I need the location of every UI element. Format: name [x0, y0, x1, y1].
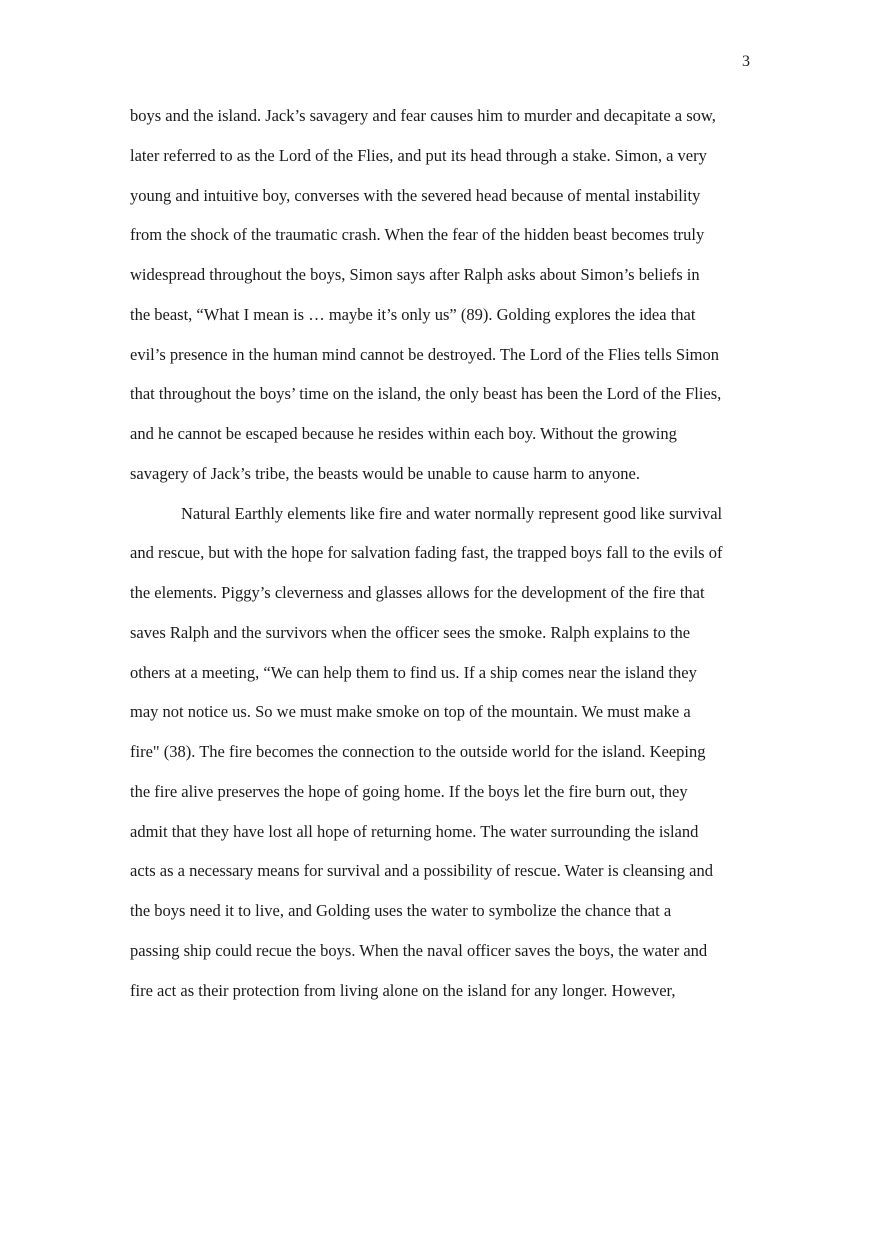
paragraph-2 — [130, 502, 770, 1019]
text-line: may not notice us. So we must make smoke on top of the mountain. We must make a — [130, 702, 691, 722]
text-line: from the shock of the traumatic crash. When the fear of the hidden beast becomes truly — [130, 225, 705, 245]
text-line: others at a meeting, “We can help them to find us. If a ship comes near the island they — [130, 662, 697, 682]
text-line: passing ship could recue the boys. When the naval officer saves the boys, the water and — [130, 940, 708, 960]
page-number: 3 — [742, 53, 750, 70]
text-line: evil’s presence in the human mind cannot be destroyed. The Lord of the Flies tells Simon — [130, 344, 719, 364]
text-line: the beast, “What I mean is … maybe it’s only us” (89). Golding explores the idea that — [130, 304, 696, 324]
text-line: and rescue, but with the hope for salvation fading fast, the trapped boys fall to the evils of — [130, 543, 723, 563]
text-line: saves Ralph and the survivors when the officer sees the smoke. Ralph explains to the — [130, 622, 691, 642]
text-line: widespread throughout the boys, Simon says after Ralph asks about Simon’s beliefs in — [130, 265, 700, 284]
text-line: fire act as their protection from living alone on the island for any longer. However, — [130, 980, 676, 1000]
text-line: the fire alive preserves the hope of going home. If the boys let the fire burn out, they — [130, 781, 688, 801]
text-line: acts as a necessary means for survival and a possibility of rescue. Water is cleansing and — [130, 861, 714, 881]
paragraph-1 — [130, 104, 770, 502]
text-line: the elements. Piggy’s cleverness and glasses allows for the development of the fire that — [130, 583, 705, 602]
text-line: later referred to as the Lord of the Flies, and put its head through a stake. Simon, a very — [130, 145, 707, 165]
text-line: young and intuitive boy, converses with the severed head because of mental instability — [130, 185, 701, 205]
text-line: the boys need it to live, and Golding uses the water to symbolize the chance that a — [130, 901, 672, 920]
text-line: and he cannot be escaped because he resides within each boy. Without the growing — [130, 424, 677, 443]
text-line: savagery of Jack’s tribe, the beasts would be unable to cause harm to anyone. — [130, 463, 640, 483]
text-line: boys and the island. Jack’s savagery and fear causes him to murder and decapitate a sow, — [130, 106, 716, 125]
text-line: fire" (38). The fire becomes the connection to the outside world for the island. Keeping — [130, 742, 706, 761]
text-line: Natural Earthly elements like fire and water normally represent good like survival — [181, 503, 723, 523]
body-text — [130, 104, 770, 1018]
text-line: admit that they have lost all hope of returning home. The water surrounding the island — [130, 821, 699, 841]
text-line: that throughout the boys’ time on the island, the only beast has been the Lord of the Flies, — [130, 384, 722, 404]
